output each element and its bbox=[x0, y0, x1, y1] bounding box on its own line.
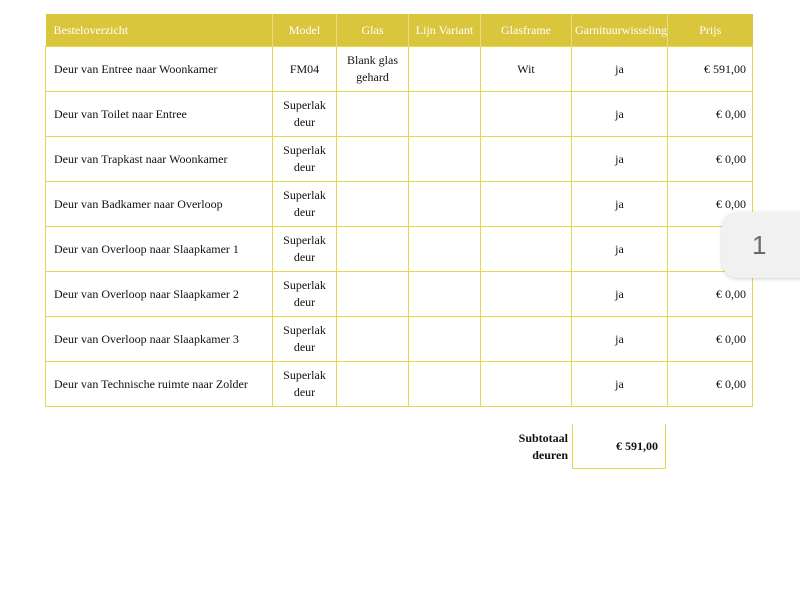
line-variant-cell bbox=[409, 317, 481, 362]
model-cell: Superlak deur bbox=[273, 317, 337, 362]
model-cell: Superlak deur bbox=[273, 182, 337, 227]
line-variant-cell bbox=[409, 272, 481, 317]
table-row bbox=[46, 182, 753, 227]
subtotal-label-line2: deuren bbox=[532, 448, 568, 462]
model-cell: Superlak deur bbox=[273, 362, 337, 407]
model-cell: Superlak deur bbox=[273, 137, 337, 182]
header-glass: Glas bbox=[337, 14, 409, 47]
glass-frame-cell bbox=[481, 182, 572, 227]
model-cell: FM04 bbox=[273, 47, 337, 92]
fitting-change-cell: ja bbox=[572, 92, 668, 137]
header-fitting-change: Garnituurwisseling bbox=[572, 14, 668, 47]
table-header-row bbox=[46, 14, 753, 47]
header-price: Prijs bbox=[668, 14, 753, 47]
fitting-change-cell: ja bbox=[572, 317, 668, 362]
glass-frame-cell bbox=[481, 92, 572, 137]
door-name-cell: Deur van Overloop naar Slaapkamer 2 bbox=[46, 272, 273, 317]
glass-cell bbox=[337, 272, 409, 317]
fitting-change-cell: ja bbox=[572, 272, 668, 317]
door-name-cell: Deur van Toilet naar Entree bbox=[46, 92, 273, 137]
header-line-variant: Lijn Variant bbox=[409, 14, 481, 47]
glass-cell: Blank glas gehard bbox=[337, 47, 409, 92]
fitting-change-cell: ja bbox=[572, 182, 668, 227]
header-glass-frame: Glasframe bbox=[481, 14, 572, 47]
glass-frame-cell bbox=[481, 272, 572, 317]
fitting-change-cell: ja bbox=[572, 227, 668, 272]
page-number-indicator[interactable] bbox=[722, 212, 800, 278]
glass-frame-cell bbox=[481, 362, 572, 407]
model-cell: Superlak deur bbox=[273, 92, 337, 137]
glass-cell bbox=[337, 227, 409, 272]
model-cell: Superlak deur bbox=[273, 227, 337, 272]
fitting-change-cell: ja bbox=[572, 47, 668, 92]
door-name-cell: Deur van Entree naar Woonkamer bbox=[46, 47, 273, 92]
table-row bbox=[46, 362, 753, 407]
glass-cell bbox=[337, 137, 409, 182]
line-variant-cell bbox=[409, 182, 481, 227]
line-variant-cell bbox=[409, 137, 481, 182]
door-name-cell: Deur van Overloop naar Slaapkamer 1 bbox=[46, 227, 273, 272]
door-name-cell: Deur van Badkamer naar Overloop bbox=[46, 182, 273, 227]
price-cell: € 0,00 bbox=[668, 92, 753, 137]
glass-cell bbox=[337, 362, 409, 407]
table-row bbox=[46, 137, 753, 182]
price-cell: € 0,00 bbox=[668, 137, 753, 182]
price-cell: € 0,00 bbox=[668, 362, 753, 407]
glass-frame-cell: Wit bbox=[481, 47, 572, 92]
price-cell: € 0,00 bbox=[668, 317, 753, 362]
glass-frame-cell bbox=[481, 317, 572, 362]
door-name-cell: Deur van Technische ruimte naar Zolder bbox=[46, 362, 273, 407]
table-row bbox=[46, 47, 753, 92]
glass-frame-cell bbox=[481, 227, 572, 272]
page-number: 1 bbox=[752, 229, 767, 260]
glass-cell bbox=[337, 92, 409, 137]
header-model: Model bbox=[273, 14, 337, 47]
table-row bbox=[46, 227, 753, 272]
price-cell: € 0,00 bbox=[668, 272, 753, 317]
fitting-change-cell: ja bbox=[572, 137, 668, 182]
door-name-cell: Deur van Trapkast naar Woonkamer bbox=[46, 137, 273, 182]
glass-cell bbox=[337, 182, 409, 227]
table-row bbox=[46, 272, 753, 317]
price-cell: € 0,00 bbox=[668, 182, 753, 227]
price-cell: € 591,00 bbox=[668, 47, 753, 92]
subtotal-value: € 591,00 bbox=[572, 424, 666, 469]
line-variant-cell bbox=[409, 227, 481, 272]
model-cell: Superlak deur bbox=[273, 272, 337, 317]
door-name-cell: Deur van Overloop naar Slaapkamer 3 bbox=[46, 317, 273, 362]
subtotal-label-line1: Subtotaal bbox=[518, 431, 568, 445]
table-row bbox=[46, 92, 753, 137]
glass-cell bbox=[337, 317, 409, 362]
fitting-change-cell: ja bbox=[572, 362, 668, 407]
line-variant-cell bbox=[409, 92, 481, 137]
line-variant-cell bbox=[409, 47, 481, 92]
table-row bbox=[46, 317, 753, 362]
order-overview-table bbox=[45, 14, 753, 407]
header-overview: Besteloverzicht bbox=[46, 14, 273, 47]
subtotal-label bbox=[490, 430, 568, 464]
glass-frame-cell bbox=[481, 137, 572, 182]
line-variant-cell bbox=[409, 362, 481, 407]
